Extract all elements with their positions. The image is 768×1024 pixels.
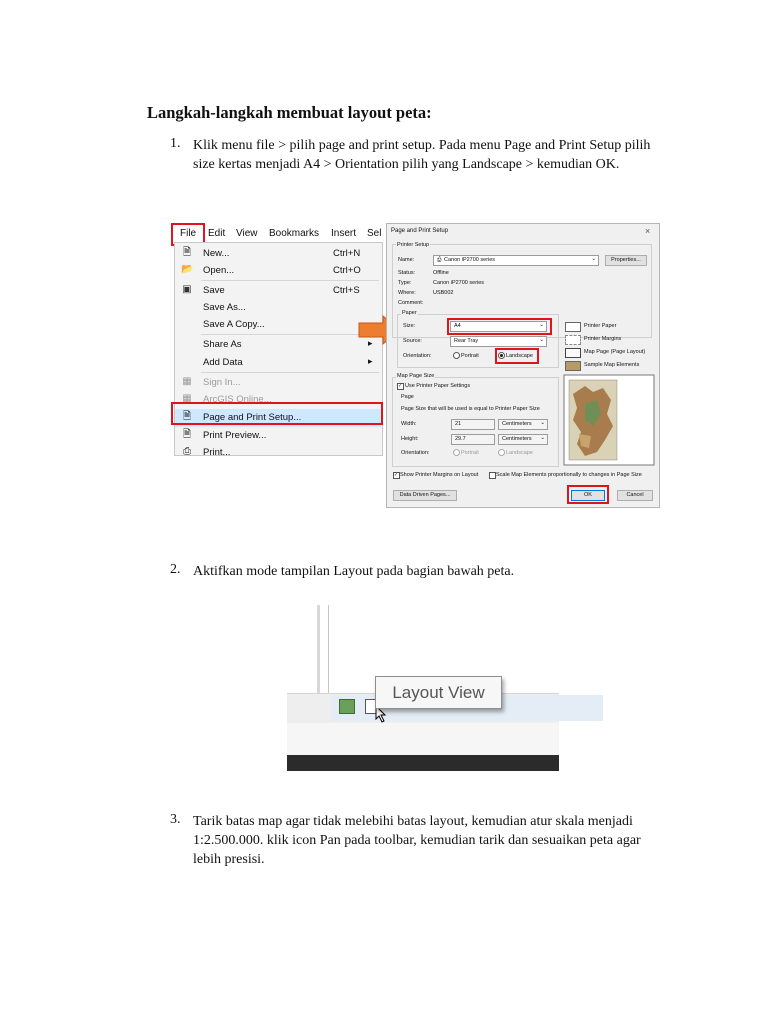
menu-bookmarks[interactable]: Bookmarks: [269, 228, 320, 239]
menu-item-shortcut: Ctrl+O: [333, 265, 361, 276]
menu-view[interactable]: View: [236, 228, 258, 239]
menu-item-label: Print...: [203, 447, 231, 458]
menu-separator: [201, 334, 379, 335]
portrait-radio[interactable]: [453, 352, 460, 359]
menu-item-label: Share As: [203, 339, 242, 350]
map-page-size-label: Map Page Size: [397, 373, 435, 379]
ok-button[interactable]: OK: [571, 490, 605, 501]
menu-item-add-data[interactable]: [175, 354, 382, 371]
step-3-number: 3.: [170, 812, 181, 827]
paper-size-value: A4: [454, 323, 461, 329]
width-input[interactable]: [451, 419, 495, 430]
menu-edit[interactable]: Edit: [208, 228, 226, 239]
width-unit-value: Centimeters: [502, 421, 532, 427]
height-unit-value: Centimeters: [502, 436, 532, 442]
menu-item-save[interactable]: [175, 282, 382, 299]
menu-item-open[interactable]: [175, 262, 382, 279]
orientation-label: Orientation:: [403, 353, 432, 359]
menu-item-label: Open...: [203, 265, 235, 276]
preview-map-icon: [563, 374, 655, 466]
menu-item-shortcut: Ctrl+S: [333, 285, 360, 296]
file-menu-screenshot: [170, 222, 385, 458]
new-file-icon: 🗎: [182, 247, 192, 258]
map-frame-border: [317, 605, 320, 693]
width-unit-select[interactable]: [498, 419, 548, 430]
print-icon: ⎙: [183, 446, 191, 457]
cancel-button[interactable]: Cancel: [617, 490, 653, 501]
height-unit-select[interactable]: [498, 434, 548, 445]
source-label: Source:: [403, 338, 422, 344]
submenu-arrow-icon: ▸: [368, 356, 373, 366]
submenu-arrow-icon: ▸: [368, 338, 373, 348]
landscape2-label: Landscape: [506, 450, 533, 456]
legend-printer-margins: Printer Margins: [584, 336, 622, 342]
menu-selection[interactable]: Sel: [367, 228, 382, 239]
menu-item-save-as[interactable]: [175, 299, 382, 316]
height-input[interactable]: [451, 434, 495, 445]
chevron-down-icon: ⌄: [591, 256, 596, 262]
menu-item-label: Save As...: [203, 302, 246, 313]
step-3-text: Tarik batas map agar tidak melebihi batas layout, kemudian atur skala menjadi 1:2.500.000. klik icon Pan pada toolbar, kemudian tarik dan sesuaikan peta agar lebih presisi.: [193, 814, 641, 867]
where-value: USB002: [433, 290, 454, 296]
printer-name-select[interactable]: [433, 255, 599, 266]
legend-printer-paper: Printer Paper: [584, 323, 617, 329]
where-label: Where:: [398, 290, 416, 296]
paper-label: Paper: [402, 310, 417, 316]
lower-panel: [287, 723, 559, 755]
use-printer-settings-label: Use Printer Paper Settings: [405, 383, 471, 389]
step-1-number: 1.: [170, 136, 181, 151]
menu-file[interactable]: File: [180, 228, 197, 239]
chevron-down-icon: ⌄: [540, 435, 545, 441]
legend-map-page: Map Page (Page Layout): [584, 349, 646, 355]
layout-view-screenshot: [287, 605, 559, 771]
printer-paper-swatch: [565, 322, 581, 332]
menu-item-label: Save A Copy...: [203, 319, 265, 330]
landscape-highlight-box: [495, 348, 539, 364]
page-label: Page: [401, 394, 414, 400]
height-label: Height:: [401, 436, 419, 442]
status-label: Status:: [398, 270, 416, 276]
map-frame-inner-border: [328, 605, 329, 693]
menu-separator: [201, 280, 379, 281]
arcgis-online-icon: ▦: [182, 393, 192, 404]
portrait-label: Portrait: [461, 353, 479, 359]
menu-item-sign-in: [175, 374, 382, 391]
chevron-down-icon: ⌄: [539, 337, 544, 343]
size-highlight-box: [447, 318, 552, 335]
menu-item-label: Print Preview...: [203, 430, 267, 441]
dialog-title: Page and Print Setup: [391, 228, 449, 234]
step-2-number: 2.: [170, 562, 181, 577]
legend-sample-elements: Sample Map Elements: [584, 362, 640, 368]
ok-highlight-box: [567, 485, 609, 504]
menu-item-label: New...: [203, 248, 230, 259]
menu-insert[interactable]: Insert: [331, 228, 357, 239]
menu-item-label: Add Data: [203, 357, 243, 368]
menu-item-shortcut: Ctrl+N: [333, 248, 361, 259]
width-value: 21: [455, 421, 462, 427]
show-margins-checkbox[interactable]: ✓: [394, 472, 399, 478]
size-label: Size:: [403, 323, 416, 329]
landscape-label: Landscape: [506, 353, 533, 359]
sign-in-icon: ▦: [182, 376, 192, 387]
dark-status-bar: [287, 755, 559, 771]
menu-item-label: Sign In...: [203, 377, 241, 388]
close-icon[interactable]: ×: [645, 226, 651, 236]
width-label: Width:: [401, 421, 417, 427]
menu-item-label: Save: [203, 285, 225, 296]
printer-icon: ⎙: [437, 257, 442, 263]
document-heading: Langkah-langkah membuat layout peta:: [147, 103, 432, 122]
type-label: Type:: [398, 280, 412, 286]
menu-item-label: Page and Print Setup...: [203, 412, 302, 423]
page-size-note: Page Size that will be used is equal to Printer Paper Size: [401, 406, 540, 412]
menu-separator: [201, 372, 379, 373]
landscape2-radio: [498, 449, 505, 456]
orientation2-label: Orientation:: [401, 450, 430, 456]
page-setup-icon: 🗎: [182, 411, 192, 422]
printer-name-value: Canon iP2700 series: [444, 257, 496, 263]
chevron-down-icon: ⌄: [540, 420, 545, 426]
status-value: Offline: [433, 270, 449, 276]
chevron-down-icon: ⌄: [539, 322, 544, 328]
step-1-text: Klik menu file > pilih page and print setup. Pada menu Page and Print Setup pilih size kertas menjadi A4 > Orientation pilih yang Landscape > kemudian OK.: [193, 138, 651, 172]
show-margins-label: Show Printer Margins on Layout: [400, 472, 479, 478]
properties-button[interactable]: Properties...: [605, 255, 647, 266]
printer-setup-label: Printer Setup: [397, 242, 430, 248]
data-view-button[interactable]: [339, 699, 355, 714]
page-print-setup-dialog: [386, 223, 660, 508]
menu-item-save-a-copy[interactable]: [175, 316, 382, 333]
menu-item-share-as[interactable]: [175, 336, 382, 353]
sample-elements-swatch: [565, 361, 581, 371]
scale-elements-checkbox[interactable]: [489, 472, 496, 479]
type-value: Canon iP2700 series: [433, 280, 485, 286]
printer-margins-swatch: [565, 335, 581, 345]
menu-item-print[interactable]: [175, 444, 382, 461]
use-printer-settings-checkbox[interactable]: ✓: [398, 383, 403, 389]
comment-label: Comment:: [398, 300, 424, 306]
data-driven-pages-button[interactable]: Data Driven Pages...: [393, 490, 457, 501]
step-2-text: Aktifkan mode tampilan Layout pada bagian bawah peta.: [193, 564, 515, 579]
portrait2-label: Portrait: [461, 450, 479, 456]
layout-view-tooltip: Layout View: [375, 676, 502, 709]
menu-item-new[interactable]: [175, 245, 382, 262]
map-page-swatch: [565, 348, 581, 358]
menu-item-label: ArcGIS Online...: [203, 394, 272, 405]
menu-item-print-preview[interactable]: [175, 427, 382, 444]
open-folder-icon: 📂: [181, 264, 194, 275]
page-setup-highlight-box: [171, 402, 383, 425]
scale-elements-label: Scale Map Elements proportionally to changes in Page Size: [496, 472, 642, 478]
name-label: Name:: [398, 257, 415, 263]
save-icon: ▣: [182, 284, 192, 295]
height-value: 29.7: [455, 436, 466, 442]
portrait2-radio: [453, 449, 460, 456]
print-preview-icon: 🗎: [182, 429, 192, 440]
paper-source-select[interactable]: [450, 336, 547, 347]
paper-source-value: Rear Tray: [454, 338, 479, 344]
